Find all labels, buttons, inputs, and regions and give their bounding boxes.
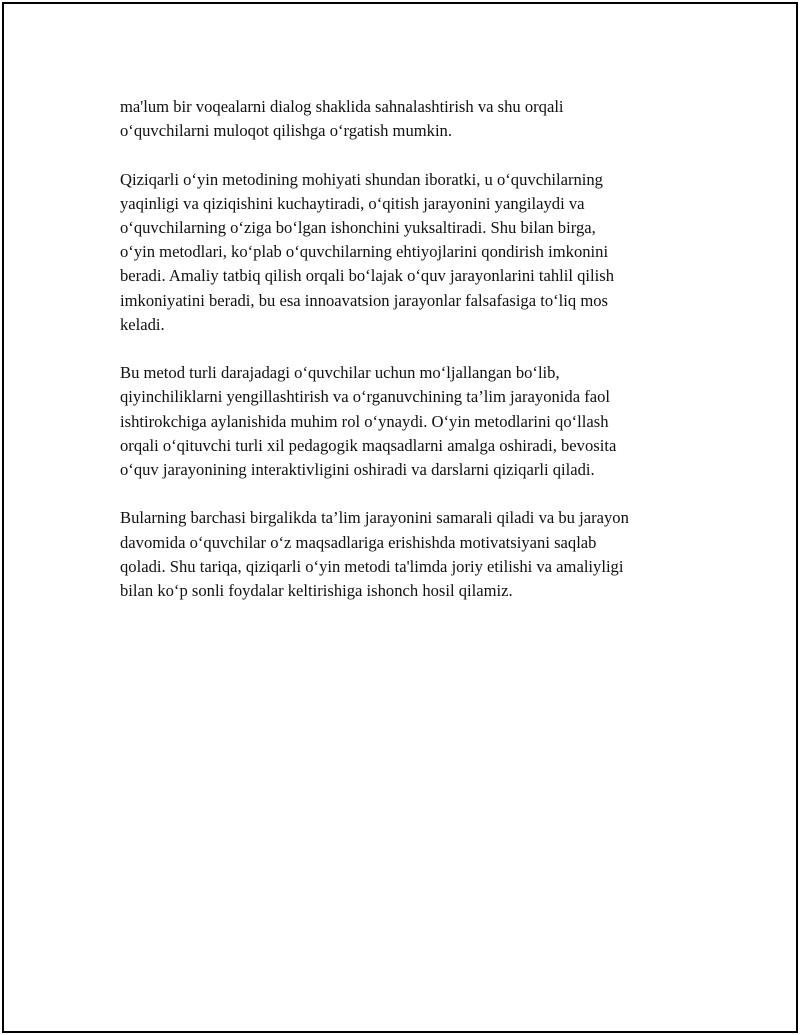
text-line: qoladi. Shu tariqa, qiziqarli o‘yin metodi ta'limda joriy etilishi va amaliyligi <box>120 556 624 576</box>
text-line: ma'lum bir voqealarni dialog shaklida sahnalashtirish va shu orqali <box>120 97 564 116</box>
document-body <box>120 95 690 627</box>
text-line: Bu metod turli darajadagi o‘quvchilar uchun mo‘ljallangan bo‘lib, <box>120 363 560 383</box>
text-line: yaqinligi va qiziqishini kuchaytiradi, o‘qitish jarayonini yangilaydi va <box>120 193 585 213</box>
text-line: davomida o‘quvchilar o‘z maqsadlariga erishishda motivatsiyani saqlab <box>120 532 597 552</box>
paragraph-4 <box>120 506 690 603</box>
text-line: beradi. Amaliy tatbiq qilish orqali bo‘lajak o‘quv jarayonlarini tahlil qilish <box>120 266 615 286</box>
document-page <box>2 2 798 1033</box>
text-line: o‘quv jarayonining interaktivligini oshiradi va darslarni qiziqarli qiladi. <box>120 460 595 480</box>
text-line: Qiziqarli o‘yin metodining mohiyati shundan iboratki, u o‘quvchilarning <box>120 169 603 189</box>
text-line: bilan ko‘p sonli foydalar keltirishiga ishonch hosil qilamiz. <box>120 581 513 601</box>
text-line: imkoniyatini beradi, bu esa innoavatsion jarayonlar falsafasiga to‘liq mos <box>120 290 609 310</box>
paragraph-3 <box>120 361 690 482</box>
text-line: o‘quvchilarni muloqot qilishga o‘rgatish mumkin. <box>120 121 452 141</box>
text-line: qiyinchiliklarni yengillashtirish va o‘rganuvchining ta’lim jarayonida faol <box>120 387 611 407</box>
text-line: orqali o‘qituvchi turli xil pedagogik maqsadlarni amalga oshiradi, bevosita <box>120 435 617 455</box>
text-line: ishtirokchiga aylanishida muhim rol o‘ynaydi. O‘yin metodlarini qo‘llash <box>120 411 609 431</box>
text-line: o‘yin metodlari, ko‘plab o‘quvchilarning ehtiyojlarini qondirish imkonini <box>120 242 609 262</box>
paragraph-1 <box>120 95 690 143</box>
text-line: o‘quvchilarning o‘ziga bo‘lgan ishonchini yuksaltiradi. Shu bilan birga, <box>120 218 596 237</box>
paragraph-2 <box>120 168 690 337</box>
text-line: Bularning barchasi birgalikda ta’lim jarayonini samarali qiladi va bu jarayon <box>120 508 629 528</box>
text-line: keladi. <box>120 314 165 334</box>
